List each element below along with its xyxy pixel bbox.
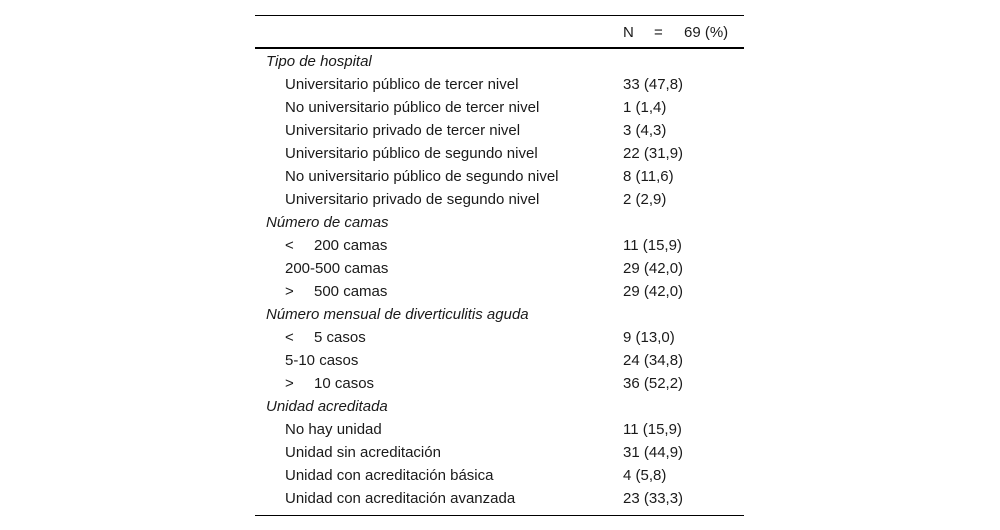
row-label-cell: [285, 444, 441, 461]
table-row: [255, 442, 744, 465]
row-value: 1 (1,4): [623, 99, 667, 116]
table-row: [255, 419, 744, 442]
row-label-cell: [285, 191, 539, 208]
bottom-rule: [255, 515, 744, 516]
row-value: 33 (47,8): [623, 76, 684, 93]
row-value: 36 (52,2): [623, 375, 684, 392]
row-value: 24 (34,8): [623, 352, 684, 369]
section-title: Unidad acreditada: [266, 398, 388, 415]
row-label: 5-10 casos: [285, 352, 359, 369]
row-value: 9 (13,0): [623, 329, 675, 346]
header-n: N: [623, 24, 634, 41]
row-label: 10 casos: [314, 375, 375, 392]
row-label-cell: [285, 99, 539, 116]
table-row: [255, 166, 744, 189]
row-label: 5 casos: [314, 329, 366, 346]
section-heading: [255, 212, 744, 235]
section-heading: [255, 304, 744, 327]
row-value: 4 (5,8): [623, 467, 667, 484]
table-row: [255, 373, 744, 396]
row-label: Unidad sin acreditación: [285, 444, 441, 461]
row-label: Universitario público de segundo nivel: [285, 145, 538, 162]
header-equals: =: [654, 24, 663, 41]
table-row: [255, 74, 744, 97]
row-label-cell: [285, 283, 387, 300]
row-label: Unidad con acreditación básica: [285, 467, 494, 484]
row-value: 11 (15,9): [623, 421, 682, 438]
row-value: 29 (42,0): [623, 283, 684, 300]
row-label-cell: [285, 421, 382, 438]
row-value: 29 (42,0): [623, 260, 684, 277]
row-label: 500 camas: [314, 283, 388, 300]
table-row: [255, 258, 744, 281]
table-row: [255, 465, 744, 488]
table-row: [255, 97, 744, 120]
row-value: 11 (15,9): [623, 237, 682, 254]
row-label-cell: [285, 145, 538, 162]
row-label-cell: [285, 122, 520, 139]
table-row: [255, 189, 744, 212]
row-label-cell: [285, 237, 387, 254]
row-label: 200-500 camas: [285, 260, 389, 277]
header-total: 69 (%): [684, 24, 729, 41]
row-value: 3 (4,3): [623, 122, 667, 139]
row-label: Unidad con acreditación avanzada: [285, 490, 516, 507]
table-row: [255, 143, 744, 166]
comparison-symbol: >: [285, 375, 294, 392]
comparison-symbol: >: [285, 283, 294, 300]
row-value: 8 (11,6): [623, 168, 674, 185]
row-label: No hay unidad: [285, 421, 382, 438]
table-body: [255, 49, 744, 515]
row-label-cell: [285, 375, 374, 392]
row-label-cell: [285, 352, 358, 369]
row-label: No universitario público de segundo nivel: [285, 168, 559, 185]
row-label-cell: [285, 490, 515, 507]
row-label: Universitario privado de segundo nivel: [285, 191, 540, 208]
section-title: Número mensual de diverticulitis aguda: [266, 306, 529, 323]
table-header: [255, 16, 744, 47]
table-row: [255, 327, 744, 350]
row-value: 2 (2,9): [623, 191, 667, 208]
row-label-cell: [285, 76, 518, 93]
section-heading: [255, 396, 744, 419]
row-label: Universitario privado de tercer nivel: [285, 122, 521, 139]
table-row: [255, 120, 744, 143]
table-row: [255, 350, 744, 373]
row-label: No universitario público de tercer nivel: [285, 99, 540, 116]
data-table: [255, 15, 744, 516]
table-row: [255, 488, 744, 511]
row-label-cell: [285, 467, 493, 484]
table-row: [255, 235, 744, 258]
comparison-symbol: <: [285, 329, 294, 346]
row-label-cell: [285, 260, 388, 277]
row-value: 31 (44,9): [623, 444, 684, 461]
section-heading: [255, 51, 744, 74]
row-label: 200 camas: [314, 237, 388, 254]
table-row: [255, 281, 744, 304]
row-value: 23 (33,3): [623, 490, 684, 507]
comparison-symbol: <: [285, 237, 294, 254]
section-title: Tipo de hospital: [266, 53, 372, 70]
section-title: Número de camas: [266, 214, 389, 231]
row-label-cell: [285, 168, 559, 185]
row-label: Universitario público de tercer nivel: [285, 76, 519, 93]
row-value: 22 (31,9): [623, 145, 684, 162]
row-label-cell: [285, 329, 366, 346]
